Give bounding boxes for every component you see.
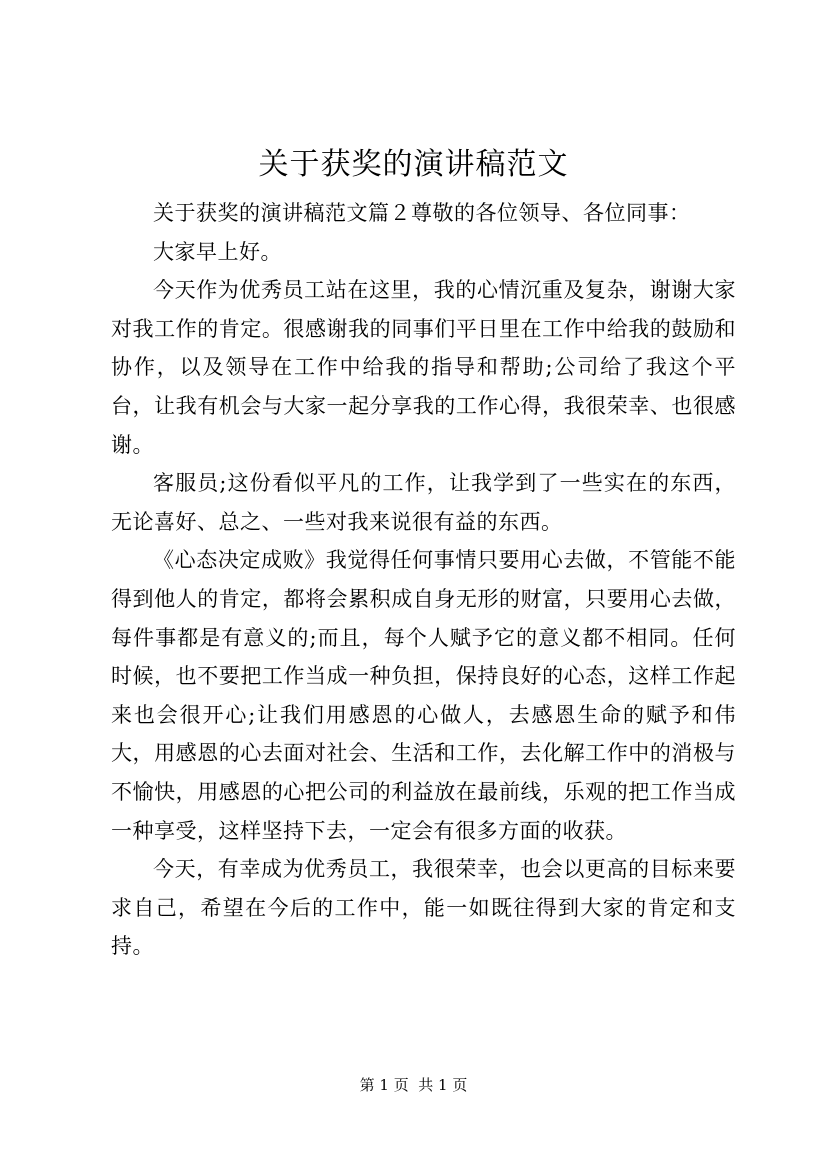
- paragraph-thanks: 今天作为优秀员工站在这里，我的心情沉重及复杂，谢谢大家对我工作的肯定。很感谢我的同事们平日里在工作中给我的鼓励和协作，以及领导在工作中给我的指导和帮助;公司给了我这个平台，让我有机会与大家一起分享我的工作心得，我很荣幸、也很感谢。: [111, 278, 736, 457]
- page-footer: 第 1 页 共 1 页: [359, 1076, 468, 1094]
- document-title: 关于获奖的演讲稿范文: [258, 147, 569, 182]
- paragraph-customer-service: 客服员;这份看似平凡的工作，让我学到了一些实在的东西，无论喜好、总之、一些对我来说很有益的东西。: [111, 471, 736, 534]
- paragraph-salutation: 关于获奖的演讲稿范文篇２尊敬的各位领导、各位同事：: [153, 201, 691, 225]
- paragraph-closing: 今天，有幸成为优秀员工，我很荣幸，也会以更高的目标来要求自己，希望在今后的工作中，能一如既往得到大家的肯定和支持。: [111, 857, 736, 959]
- document-body: [111, 194, 736, 966]
- paragraph-greeting: 大家早上好。: [153, 239, 282, 264]
- paragraph-attitude: 《心态决定成败》我觉得任何事情只要用心去做，不管能不能得到他人的肯定，都将会累积成自身无形的财富，只要用心去做，每件事都是有意义的;而且，每个人赋予它的意义都不相同。任何时候，也不要把工作当成一种负担，保持良好的心态，这样工作起来也会很开心;让我们用感恩的心做人，去感恩生命的赋予和伟大，用感恩的心去面对社会、生活和工作，去化解工作中的消极与不愉快，用感恩的心把公司的利益放在最前线，乐观的把工作当成一种享受，这样坚持下去，一定会有很多方面的收获。: [111, 548, 736, 843]
